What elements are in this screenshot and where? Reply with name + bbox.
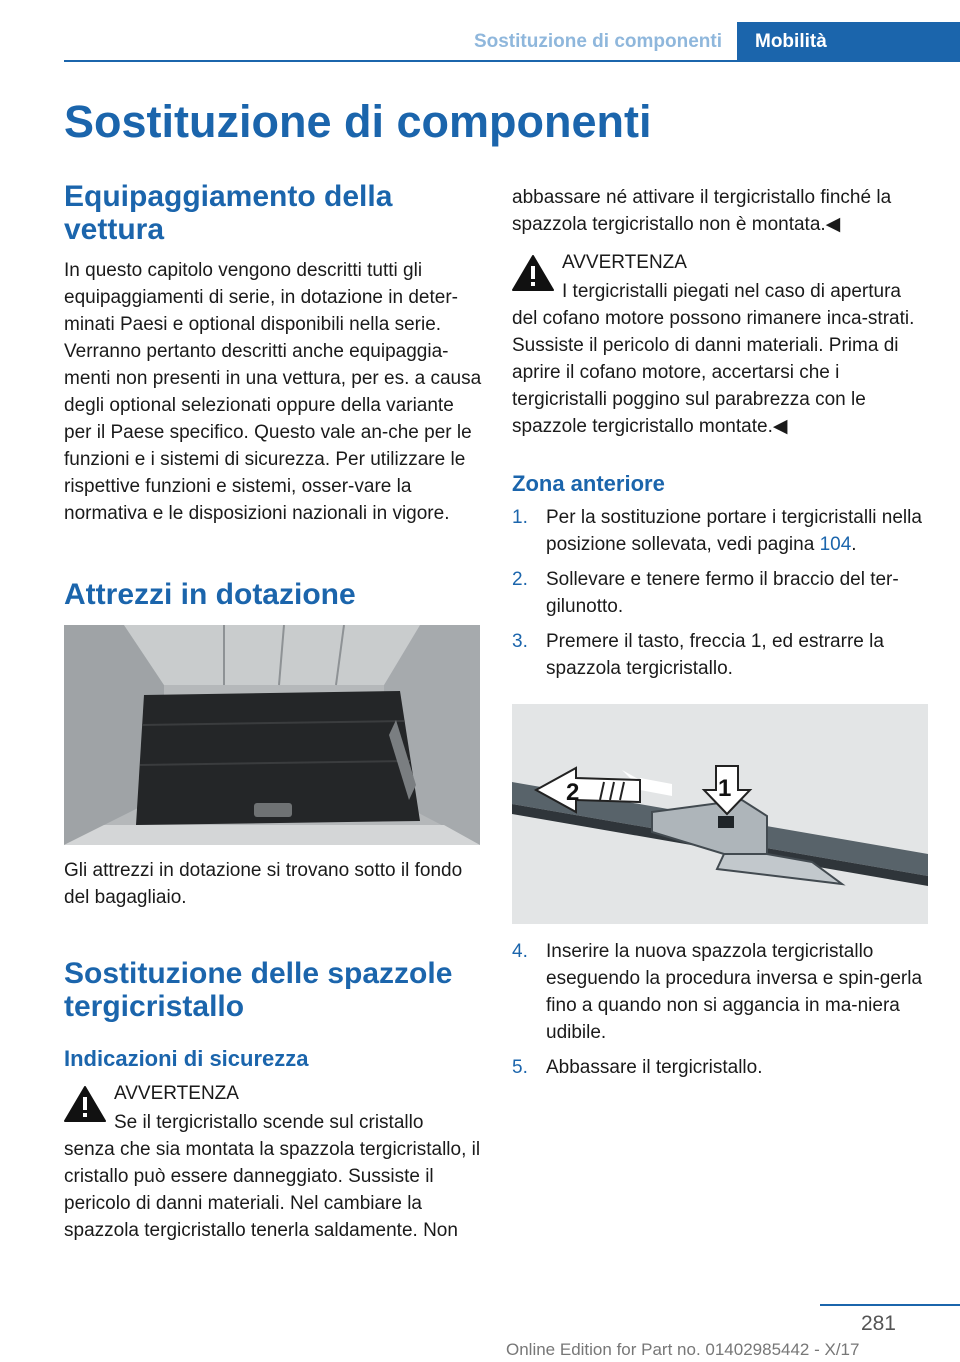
- warning-1-title: AVVERTENZA: [114, 1083, 239, 1104]
- wiper-blade-illustration: [512, 704, 928, 924]
- equipment-paragraph: In questo capitolo vengono descritti tutti gli equipaggiamenti di serie, in dotazione in deter-minati Paesi e optional disponibili nella serie. Verranno pertanto descritti anche equipaggia-menti non presenti in una vettura, per es. a causa degli optional selezionati oppure della variante per il Paese specifico. Questo vale an-che per le funzioni e i sistemi di sicurezza. Per utilizzare le rispettive funzioni e sistemi, osser-vare la normativa e le disposizioni nazionali in vigore.: [64, 260, 482, 524]
- warning-2-first-line: I tergicristalli piegati nel caso di apertura: [562, 281, 902, 302]
- warning-triangle-icon: [512, 254, 554, 292]
- warning-1-first-line: Se il tergicristallo scende sul cristallo: [114, 1112, 424, 1133]
- warning-block-2: [512, 248, 928, 440]
- wiper-heading: Sostituzione delle spazzole tergicristallo: [64, 957, 453, 1023]
- left-column: [64, 180, 482, 1244]
- continued-warning-text: abbassare né attivare il tergicristallo finché la spazzola tergicristallo non è montata.◀: [512, 187, 892, 235]
- header-rule: [64, 60, 960, 62]
- step-item: [512, 938, 928, 1046]
- tools-caption: Gli attrezzi in dotazione si trovano sotto il fondo del bagagliaio.: [64, 860, 463, 908]
- page-title: Sostituzione di componenti: [64, 96, 652, 147]
- step-number: 4.: [512, 941, 528, 962]
- equipment-heading: Equipaggiamento della vettura: [64, 180, 393, 246]
- warning-1-text: senza che sia montata la spazzola tergicristallo, il cristallo può essere danneggiato. Sussiste il pericolo di danni materiali. Nel cambiare la spazzola tergicristallo tenerla saldamente. Non: [64, 1139, 481, 1241]
- warning-2-text: del cofano motore possono rimanere inca-strati. Sussiste il pericolo di danni materiali. Prima di aprire il cofano motore, accertarsi che i tergicristalli poggino sul parabrezza con le spazzole tergicristallo montate.◀: [512, 308, 915, 437]
- warning-block-1: [64, 1079, 482, 1244]
- trunk-photo: [64, 625, 480, 845]
- step-item: [512, 566, 928, 620]
- step-text: Sollevare e tenere fermo il braccio del ter-gilunotto.: [546, 569, 899, 617]
- step-text: Inserire la nuova spazzola tergicristallo eseguendo la procedura inversa e spin-gerla fino a quando non si aggancia in ma-niera udibile.: [546, 941, 923, 1043]
- right-column: [512, 180, 928, 1081]
- page-number: 281: [860, 1312, 896, 1335]
- step-1-text: Per la sostituzione portare i tergicristalli nella posizione sollevata, vedi pagina: [546, 507, 922, 555]
- step-number: 1.: [512, 507, 528, 528]
- step-item: [512, 504, 928, 558]
- arrow-1-label: 1: [718, 775, 732, 802]
- front-zone-heading: Zona anteriore: [512, 471, 665, 496]
- arrow-2-label: 2: [566, 779, 580, 806]
- running-header-chapter-tab: Mobilità: [737, 22, 960, 62]
- footer-rule: [820, 1304, 960, 1306]
- step-item: [512, 628, 928, 682]
- step-number: 2.: [512, 569, 528, 590]
- steps-list-a: [512, 504, 928, 682]
- warning-2-title: AVVERTENZA: [562, 252, 687, 273]
- trunk-floor-illustration: [64, 625, 480, 845]
- edition-line: Online Edition for Part no. 01402985442 - X/17: [506, 1340, 860, 1359]
- page-reference-link[interactable]: 104: [819, 534, 852, 555]
- safety-heading: Indicazioni di sicurezza: [64, 1046, 309, 1071]
- tools-heading: Attrezzi in dotazione: [64, 578, 356, 611]
- warning-triangle-icon: [64, 1085, 106, 1123]
- step-1-period: .: [851, 534, 857, 555]
- running-header-section: Sostituzione di componenti: [473, 31, 722, 52]
- step-text: Premere il tasto, freccia 1, ed estrarre la spazzola tergicristallo.: [546, 631, 884, 679]
- step-number: 3.: [512, 631, 528, 652]
- step-number: 5.: [512, 1057, 528, 1078]
- step-text: [546, 504, 928, 558]
- wiper-diagram: [512, 704, 928, 924]
- step-text: Abbassare il tergicristallo.: [546, 1057, 763, 1078]
- step-item: [512, 1054, 928, 1081]
- steps-list-b: [512, 938, 928, 1081]
